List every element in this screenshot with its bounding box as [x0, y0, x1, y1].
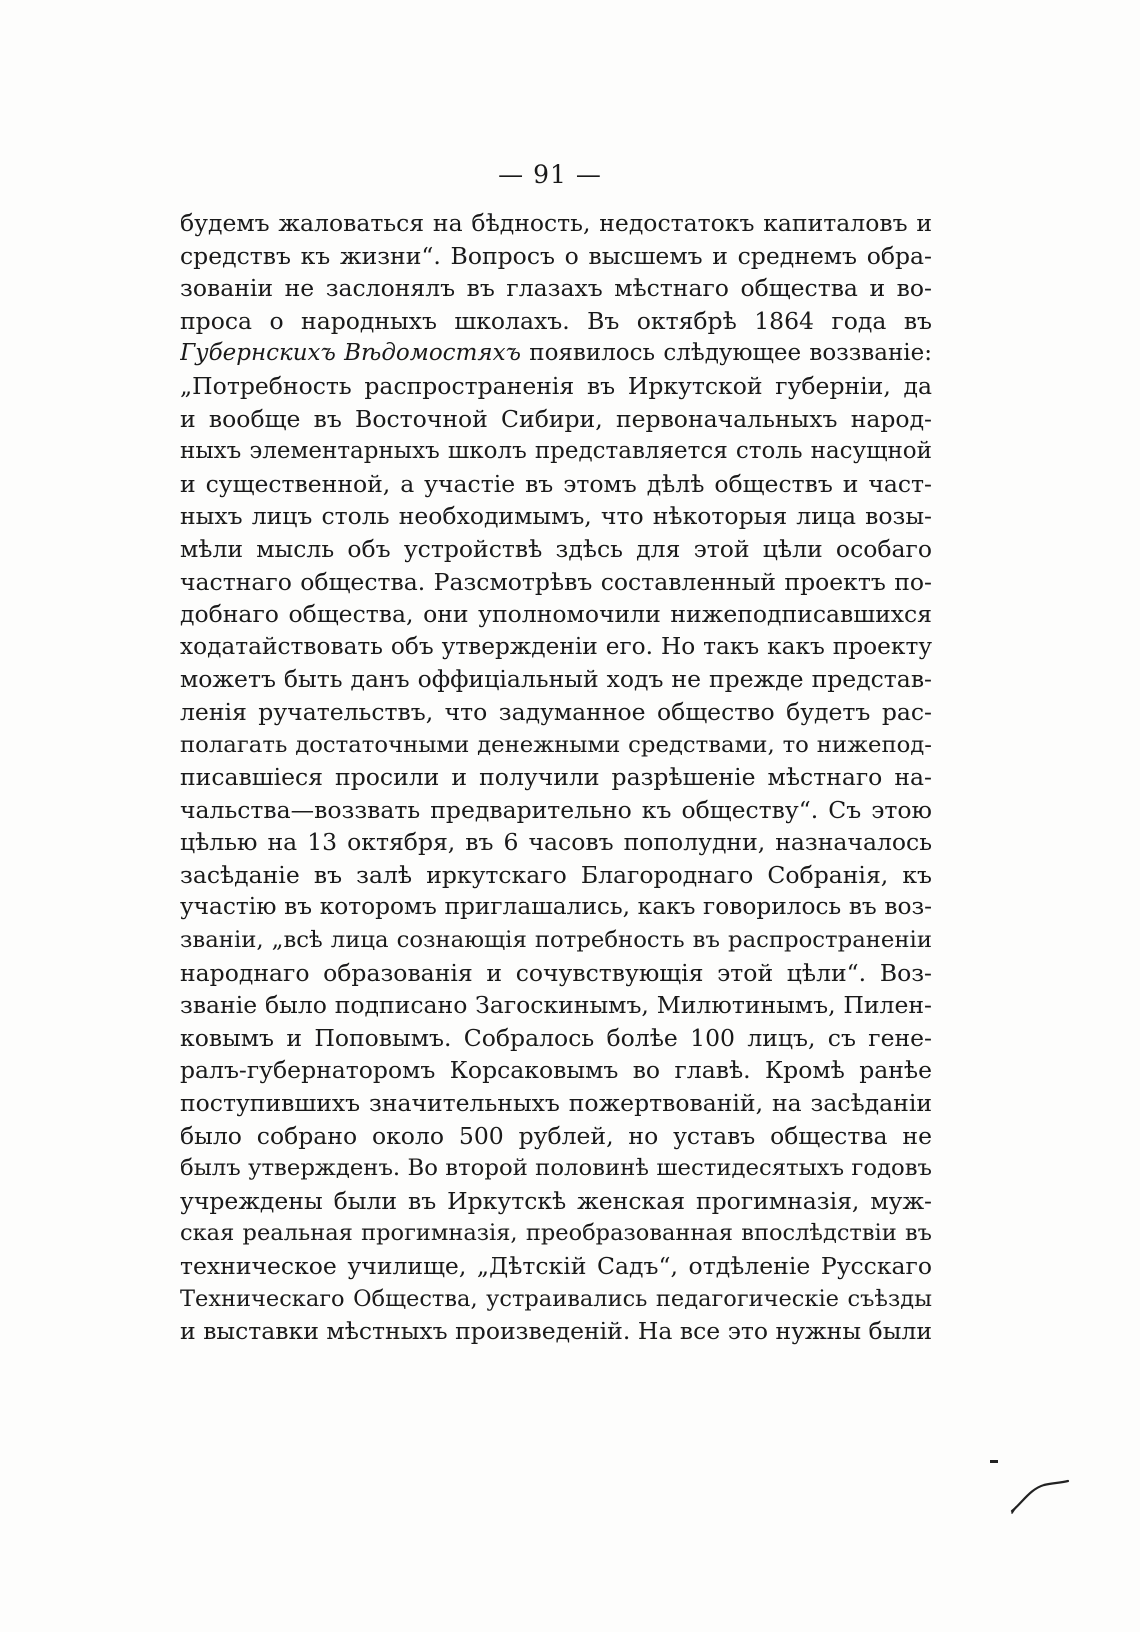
text-line: [180, 1315, 932, 1348]
text-line: [180, 696, 932, 729]
margin-pen-stroke: [1010, 1475, 1070, 1515]
text-line: [180, 663, 932, 696]
italic-title-segment: Губернскихъ Вѣдомостяхъ: [180, 340, 521, 367]
text-segment: чальства—воззвать предварительно къ обществу“. Съ этою: [180, 795, 932, 824]
margin-mark: [990, 1460, 998, 1463]
text-segment: Техническаго Общества, устраивались педагогическіе съѣзды: [180, 1285, 932, 1312]
text-line: [180, 272, 932, 305]
text-line: [180, 761, 932, 794]
text-segment: писавшіеся просили и получили разрѣшеніе мѣстнаго на-: [180, 763, 932, 792]
text-segment: добнаго общества, они уполномочили нижеподписавшихся: [180, 600, 932, 629]
text-segment: техническое училище, „Дѣтскій Садъ“, отдѣленіе Русскаго: [180, 1252, 932, 1280]
text-line: [180, 957, 932, 990]
text-line: [180, 468, 932, 501]
text-segment: и выставки мѣстныхъ произведеній. На все это нужны были: [180, 1317, 932, 1346]
text-line: [180, 729, 932, 762]
text-line: [180, 1283, 932, 1316]
text-line: [180, 598, 932, 631]
text-line: [180, 435, 932, 468]
body-text: [180, 207, 932, 1348]
text-segment: цѣлью на 13 октября, въ 6 часовъ пополудни, назначалось: [180, 828, 932, 857]
text-segment: полагать достаточными денежными средствами, то нижепод-: [180, 731, 932, 758]
text-segment: можетъ быть данъ оффиціальный ходъ не прежде представ-: [180, 665, 932, 694]
text-line: [180, 207, 932, 240]
text-line: [180, 370, 932, 403]
text-segment: ковымъ и Поповымъ. Собралось болѣе 100 лицъ, съ гене-: [180, 1023, 932, 1052]
text-segment: и вообще въ Восточной Сибири, первоначальныхъ народ-: [180, 404, 932, 433]
text-line: [180, 891, 932, 924]
text-segment: частнаго общества. Разсмотрѣвъ составленный проектъ по-: [180, 567, 932, 596]
text-segment: появилось слѣдующее воззваніе:: [520, 340, 932, 367]
text-line: [180, 305, 932, 338]
text-line: [180, 989, 932, 1022]
page-number: — 91 —: [498, 160, 602, 189]
text-segment: учреждены были въ Иркутскѣ женская прогимназія, муж-: [180, 1186, 932, 1215]
text-line: [180, 566, 932, 599]
text-segment: мѣли мысль объ устройствѣ здѣсь для этой цѣли особаго: [180, 534, 932, 563]
text-segment: средствъ къ жизни“. Вопросъ о высшемъ и среднемъ обра-: [180, 241, 932, 270]
text-line: [180, 1217, 932, 1250]
text-segment: „Потребность распространенія въ Иркутской губерніи, да: [180, 371, 932, 400]
text-line: [180, 794, 932, 827]
text-segment: народнаго образованія и сочувствующія этой цѣли“. Воз-: [180, 958, 932, 987]
text-line: [180, 1250, 932, 1283]
text-segment: засѣданіе въ залѣ иркутскаго Благороднаго Собранія, къ: [180, 860, 932, 889]
text-line: [180, 1087, 932, 1120]
text-line: [180, 1022, 932, 1055]
text-line: [180, 826, 932, 859]
text-line: [180, 403, 932, 436]
text-segment: поступившихъ значительныхъ пожертвованій, на засѣданіи: [180, 1089, 932, 1118]
text-line: [180, 1185, 932, 1218]
text-line: [180, 631, 932, 664]
text-line: [180, 337, 932, 370]
text-segment: ныхъ лицъ столь необходимымъ, что нѣкоторыя лица возы-: [180, 502, 932, 531]
text-segment: и существенной, а участіе въ этомъ дѣлѣ обществъ и част-: [180, 469, 932, 498]
text-segment: проса о народныхъ школахъ. Въ октябрѣ 1864 года въ: [180, 306, 932, 335]
text-segment: будемъ жаловаться на бѣдность, недостатокъ капиталовъ и: [180, 209, 932, 237]
text-line: [180, 1152, 932, 1185]
text-segment: былъ утвержденъ. Во второй половинѣ шестидесятыхъ годовъ: [180, 1155, 932, 1182]
text-segment: было собрано около 500 рублей, но уставъ общества не: [180, 1121, 932, 1150]
text-segment: ская реальная прогимназія, преобразованная впослѣдствіи въ: [180, 1220, 932, 1247]
text-line: [180, 924, 932, 957]
text-segment: участію въ которомъ приглашались, какъ говорилось въ воз-: [180, 893, 932, 921]
text-segment: званіи, „всѣ лица сознающія потребность въ распространеніи: [180, 927, 932, 954]
text-line: [180, 533, 932, 566]
text-line: [180, 859, 932, 892]
text-segment: зованіи не заслонялъ въ глазахъ мѣстнаго общества и во-: [180, 274, 932, 303]
text-segment: ходатайствовать объ утвержденіи его. Но такъ какъ проекту: [180, 632, 932, 660]
text-segment: званіе было подписано Загоскинымъ, Милютинымъ, Пилен-: [180, 991, 932, 1020]
text-line: [180, 1120, 932, 1153]
text-segment: ныхъ элементарныхъ школъ представляется столь насущной: [180, 438, 932, 465]
text-segment: ралъ-губернаторомъ Корсаковымъ во главѣ. Кромѣ ранѣе: [180, 1056, 932, 1085]
text-line: [180, 1054, 932, 1087]
text-segment: ленія ручательствъ, что задуманное общество будетъ рас-: [180, 697, 932, 726]
text-line: [180, 240, 932, 273]
text-line: [180, 500, 932, 533]
